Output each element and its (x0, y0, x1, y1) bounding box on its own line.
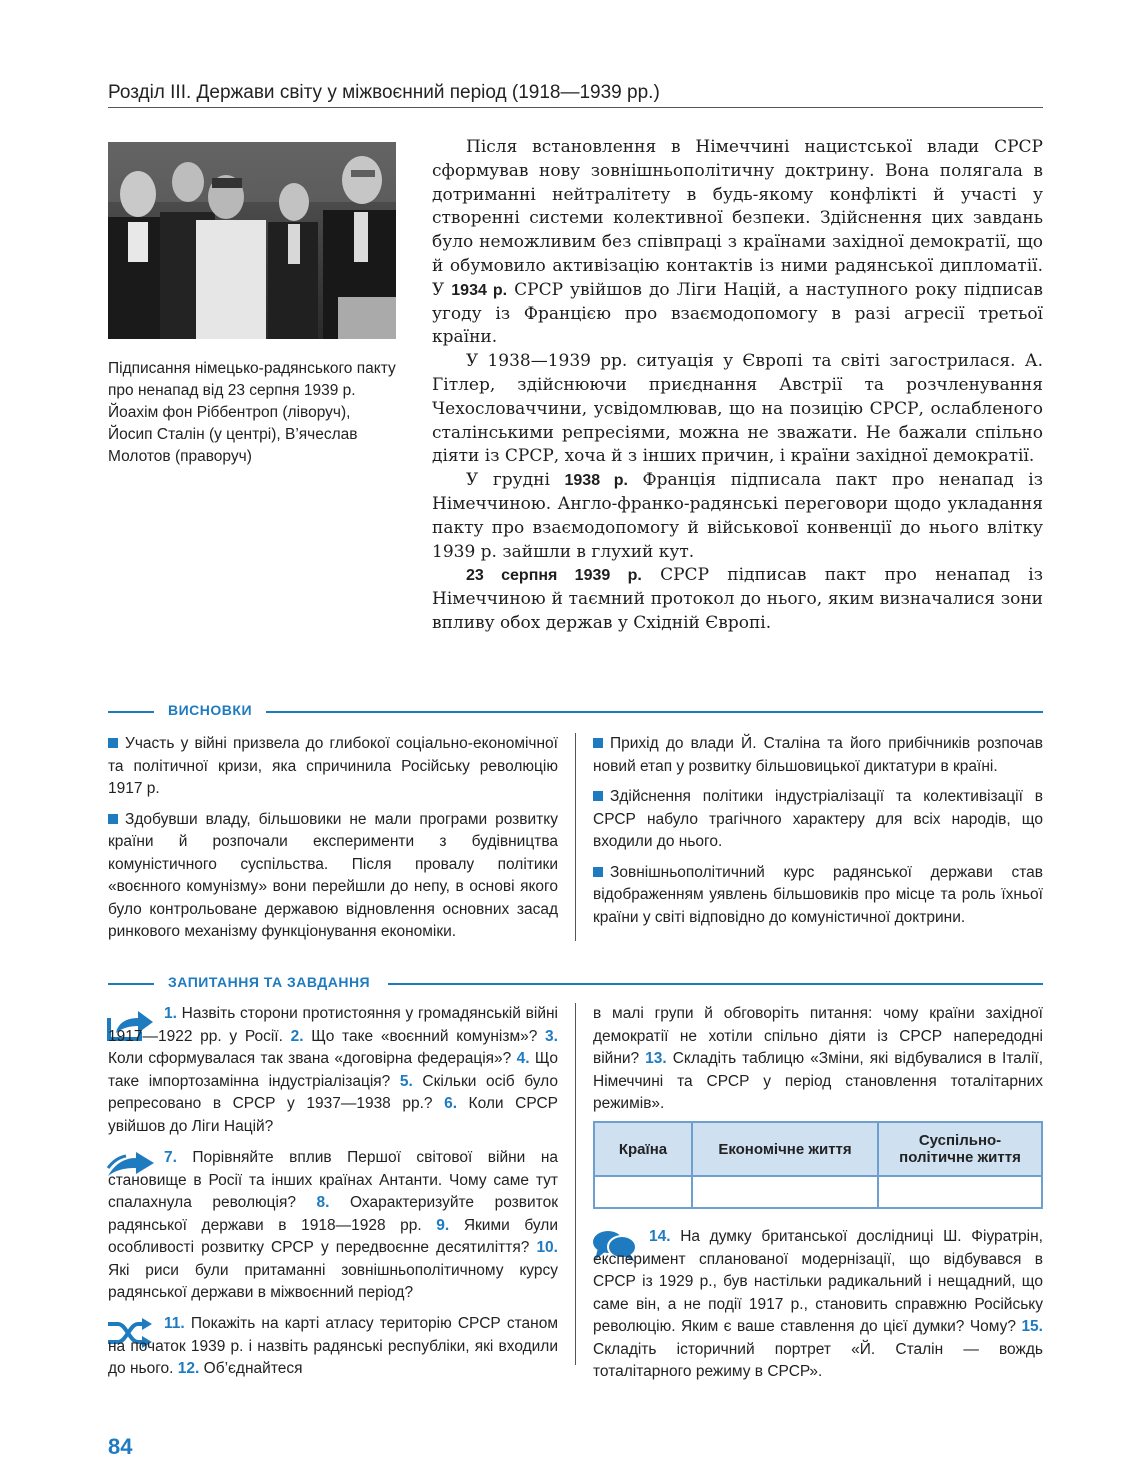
task-number: 12. (177, 1360, 200, 1377)
bullet-square-icon (108, 738, 118, 748)
table-header-cell: Економічне життя (692, 1122, 878, 1176)
task-text: На думку британської дослідниці Ш. Фіуратрін, експеримент спланованої модернізації, що відбувався в СРСР із 1929 р., був настільки радикальний і нещадний, що саме він, а не події 1917 р., становить справжню Російську революцію. Яким є ваше ставлення до цієї думки? Чому? (593, 1228, 1043, 1335)
historical-photo (108, 142, 396, 339)
section-line (108, 983, 154, 985)
conclusion-item (108, 809, 558, 944)
task-text: Що таке «воєнний комунізм»? (303, 1027, 546, 1045)
conclusion-text: Прихід до влади Й. Сталіна та його прибічників розпочав новий етап у розвитку більшовицької диктатури в країні. (593, 735, 1043, 775)
task-paragraph (593, 1003, 1043, 1116)
task-number: 3. (545, 1027, 558, 1045)
conclusions-left (108, 733, 558, 952)
task-text: Коли сформувалася так звана «договірна федерація»? (108, 1050, 517, 1067)
conclusions-right (593, 733, 1043, 937)
task-number: 9. (436, 1216, 450, 1234)
task-text: Що таке імпортозамінна індустріалізація? (108, 1050, 558, 1090)
table-header-cell: Суспільно-політичне життя (878, 1122, 1042, 1176)
bullet-square-icon (593, 867, 603, 877)
task-group-2 (108, 1147, 558, 1305)
task-number: 2. (290, 1027, 304, 1045)
text-run: У грудні (466, 470, 565, 491)
intro-paragraph: У 1938—1939 рр. ситуація у Європі та світі загострилася. А. Гітлер, здійснюючи приєднання Австрії та розчленування Чехословаччини, усвідомлював, що на позицію СРСР, ослабленого сталінськими репресіями, можна не зважати. Не бажали спільно діяти із СРСР, хоча й з інших причин, і країни західної демократії. (432, 351, 1043, 467)
conclusion-item (108, 733, 558, 801)
page-number: 84 (108, 1434, 133, 1459)
table-row (594, 1176, 1042, 1208)
intro-paragraph (432, 564, 1043, 635)
intro-text (432, 136, 1043, 636)
intro-paragraph (432, 136, 1043, 350)
text-run: Після встановлення в Німеччині нацистської влади СРСР сформував нову зовнішньополітичну доктрину. Вона полягала в дотриманні нейтралітету в будь-якому конфлікті й участі у створенні системи колективної безпеки. Здійснення цих завдань було неможливим без співпраці з країнами західної демократії, що й обумовило активізацію контактів із ними радянської дипломатії. У (432, 137, 1043, 300)
task-group-3 (108, 1313, 558, 1381)
comparison-table (593, 1121, 1043, 1209)
date-emphasis: 1938 р. (564, 472, 628, 490)
task-text: Які риси були притаманні зовнішньополітичному курсу радянської держави в міжвоєнний період? (108, 1261, 558, 1301)
bullet-square-icon (593, 738, 603, 748)
section-line (388, 983, 1043, 985)
task-text: Якими були особливості розвитку СРСР у передвоєнне десятиліття? (108, 1216, 559, 1256)
tasks-title: ЗАПИТАННЯ ТА ЗАВДАННЯ (168, 974, 371, 990)
task-number: 11. (164, 1315, 185, 1332)
column-divider (575, 1003, 576, 1365)
task-number: 7. (164, 1149, 177, 1166)
task-number: 10. (536, 1239, 558, 1256)
text-run: Франція підписала пакт про ненапад із Німеччиною. Англо-франко-радянські переговори щодо укладання пакту про взаємодопомогу й військової конвенції до нього влітку 1939 р. зайшли в глухий кут. (432, 470, 1043, 562)
task-number: 8. (316, 1194, 330, 1211)
task-text: Назвіть сторони протистояння у громадянській війні 1917—1922 рр. у Росії. (108, 1005, 558, 1045)
section-line (266, 711, 1043, 713)
photo-illustration (108, 142, 396, 339)
task-text: Покажіть на карті атласу територію СРСР станом на початок 1939 р. і назвіть радянські республіки, які входили до нього. (108, 1315, 558, 1377)
task-text: Складіть таблицю «Зміни, які відбувалися в Італії, Німеччині та СРСР у період становлення тоталітарних режимів». (593, 1050, 1044, 1112)
section-line (108, 711, 154, 713)
date-emphasis: 1934 р. (451, 281, 508, 299)
task-group-4 (593, 1226, 1043, 1384)
task-paragraph (108, 1313, 558, 1381)
task-number: 5. (399, 1072, 413, 1090)
table-header-cell: Країна (594, 1122, 692, 1176)
task-text: Складіть історичний портрет «Й. Сталін — вождь тоталітарного режиму в СРСР». (593, 1340, 1043, 1380)
task-paragraph (108, 1147, 558, 1305)
photo-caption: Підписання німецько-радянського пакту про ненапад від 23 серпня 1939 р. Йоахім фон Ріббентроп (ліворуч), Йосип Сталін (у центрі), В’ячеслав Молотов (праворуч) (108, 360, 396, 465)
table-cell[interactable] (594, 1176, 692, 1208)
conclusions-title: ВИСНОВКИ (168, 702, 253, 718)
intro-paragraph (432, 469, 1043, 564)
task-paragraph (593, 1226, 1043, 1384)
task-number: 6. (444, 1095, 458, 1112)
task-text: в малі групи й обговоріть питання: чому країни західної демократії не хотіли спільно діяти із СРСР напередодні війни? (593, 1005, 1043, 1067)
table-cell[interactable] (878, 1176, 1042, 1208)
conclusion-text: Зовнішньополітичний курс радянської держави став відображенням уявлень більшовиків про місце та роль їхньої країни у світі відповідно до комуністичної доктрини. (593, 863, 1043, 926)
bullet-square-icon (593, 791, 603, 801)
task-group-3-continued (593, 1003, 1043, 1116)
table-header-row (594, 1122, 1042, 1176)
conclusion-item (593, 733, 1043, 778)
header-divider (108, 107, 1043, 108)
task-number: 15. (1021, 1318, 1043, 1335)
conclusion-text: Здобувши владу, більшовики не мали програми розвитку країни й розпочали експерименти з будівництва комуністичного суспільства. Після провалу політики «воєнного комунізму» вони перейшли до непу, в основі якого було контрольоване державою відновлення основних засад ринкового механізму функціонування економіки. (108, 810, 558, 940)
task-group-1 (108, 1003, 558, 1138)
task-number: 4. (516, 1050, 530, 1067)
column-divider (575, 733, 576, 941)
conclusion-item (593, 786, 1043, 854)
conclusion-text: Участь у війні призвела до глибокої соціально-економічної та політичної кризи, яка спричинила Російську революцію 1917 р. (108, 735, 558, 797)
task-number: 14. (649, 1228, 671, 1245)
task-text: Порівняйте вплив Першої світової війни на становище в Росії та інших країнах Антанти. Чому саме тут спалахнула революція? (108, 1149, 558, 1211)
table-cell[interactable] (692, 1176, 878, 1208)
text-run: СРСР увійшов до Ліги Націй, а наступного року підписав угоду із Францією про взаємодопомогу в разі агресії третьої країни. (432, 279, 1043, 348)
task-text: Об’єднайтеся (199, 1360, 303, 1377)
task-number: 1. (164, 1005, 177, 1022)
conclusion-item (593, 862, 1043, 930)
task-number: 13. (645, 1050, 667, 1067)
task-text: Скільки осіб було репресовано в СРСР у 1937—1938 рр.? (108, 1072, 558, 1112)
task-paragraph (108, 1003, 558, 1138)
conclusion-text: Здійснення політики індустріалізації та колективізації в СРСР набуло трагічного характеру для всіх народів, що входили до нього. (593, 788, 1043, 850)
task-text: Коли СРСР увійшов до Ліги Націй? (108, 1095, 559, 1135)
task-text: Охарактеризуйте розвиток радянської держави в 1918—1928 рр. (108, 1194, 558, 1234)
chapter-title: Розділ III. Держави світу у міжвоєнний період (1918—1939 рр.) (108, 82, 660, 103)
bullet-square-icon (108, 814, 118, 824)
date-emphasis: 23 серпня 1939 р. (466, 567, 642, 585)
text-run: СРСР підписав пакт про ненапад із Німеччиною й таємний протокол до нього, яким визначалися зони впливу обох держав у Східній Європі. (432, 565, 1043, 633)
